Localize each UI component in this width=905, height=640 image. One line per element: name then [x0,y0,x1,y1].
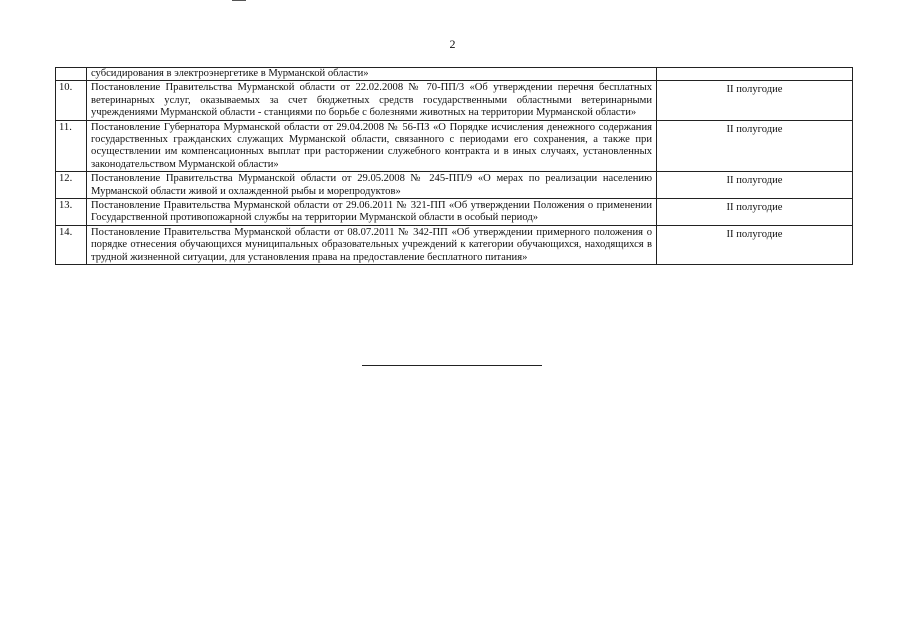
table-row [56,225,853,264]
act-description-cell: субсидирования в электроэнергетике в Мурманской области» [87,68,657,81]
act-description-cell: Постановление Правительства Мурманской области от 29.06.2011 № 321-ПП «Об утверждении Положения о применении Государственной противопожарной службы на территории Мурманской области в особый период» [87,199,657,226]
end-of-table-rule [362,365,542,366]
row-number-cell: 14. [56,225,87,264]
term-cell: II полугодие [657,225,853,264]
table-row [56,172,853,199]
act-description-cell: Постановление Губернатора Мурманской области от 29.04.2008 № 56-ПЗ «О Порядке исчисления денежного содержания государственных гражданских служащих Мурманской области, связанного с периодами его сохранения, а также при осуществлении им компенсационных выплат при расторжении служебного контракта и в иных случаях, установленных законодательством Мурманской области» [87,120,657,172]
term-cell: II полугодие [657,172,853,199]
term-cell [657,68,853,81]
act-description-cell: Постановление Правительства Мурманской области от 22.02.2008 № 70-ПП/3 «Об утверждении перечня бесплатных ветеринарных услуг, оказываемых за счет бюджетных средств государственными областными ветеринарными учреждениями Мурманской области - станциями по борьбе с болезнями животных на территории Мурманской области» [87,81,657,120]
table-row [56,199,853,226]
term-cell: II полугодие [657,199,853,226]
act-description-cell: Постановление Правительства Мурманской области от 08.07.2011 № 342-ПП «Об утверждении примерного положения о порядке отнесения обучающихся муниципальных образовательных учреждений к категории обучающихся, находящихся в трудной жизненной ситуации, для установления права на предоставление бесплатного питания» [87,225,657,264]
row-number-cell: 10. [56,81,87,120]
acts-table [55,67,853,265]
row-number-cell [56,68,87,81]
act-description-cell: Постановление Правительства Мурманской области от 29.05.2008 № 245-ПП/9 «О мерах по реализации населению Мурманской области живой и охлажденной рыбы и морепродуктов» [87,172,657,199]
scan-mark [232,0,246,1]
page-number: 2 [449,37,456,51]
row-number-cell: 11. [56,120,87,172]
table-row-continuation [56,68,853,81]
term-cell: II полугодие [657,81,853,120]
row-number-cell: 13. [56,199,87,226]
term-cell: II полугодие [657,120,853,172]
row-number-cell: 12. [56,172,87,199]
table-row [56,120,853,172]
table-row [56,81,853,120]
